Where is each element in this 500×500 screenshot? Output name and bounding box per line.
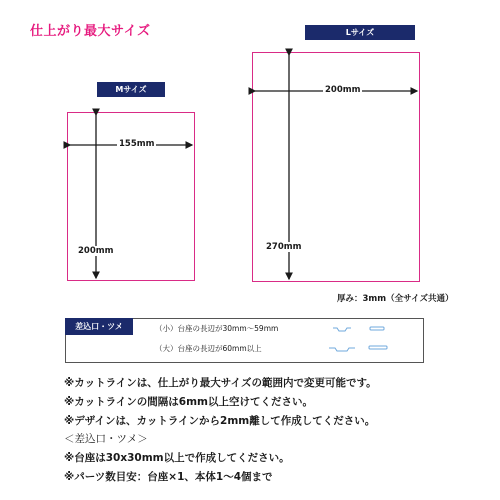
note-line: ※台座は30x30mm以上で作成してください。: [64, 452, 290, 464]
note-line: ※パーツ数目安：台座×1、本体1〜4個まで: [64, 471, 273, 483]
legend-row-small: [155, 323, 278, 334]
large-width-label: 200mm: [325, 85, 361, 95]
legend-size-label: （小）: [155, 324, 178, 333]
legend-desc: 台座の長辺が60mm以上: [177, 344, 262, 353]
large-size-badge: Lサイズ: [305, 25, 415, 40]
large-tab-icon: [369, 346, 387, 349]
legend-badge: 差込口・ツメ: [65, 318, 133, 335]
note-line: ※デザインは、カットラインから2mm離して作成してください。: [64, 415, 376, 427]
thickness-note: 厚み：3mm（全サイズ共通）: [337, 294, 454, 304]
notes-block: [64, 374, 377, 431]
small-slot-icon: [333, 328, 351, 331]
note-line: ※カットラインの間隔は6mm以上空けてください。: [64, 396, 313, 408]
large-height-label: 270mm: [266, 242, 302, 252]
page-title: 仕上がり最大サイズ: [30, 24, 151, 39]
medium-size-badge: Mサイズ: [97, 82, 165, 97]
large-slot-icon: [329, 348, 355, 351]
note-line: ※カットラインは、仕上がり最大サイズの範囲内で変更可能です。: [64, 377, 377, 389]
medium-width-label: 155mm: [119, 139, 155, 149]
section-heading: ＜差込口・ツメ＞: [64, 433, 148, 445]
small-tab-icon: [370, 327, 384, 330]
legend-desc: 台座の長辺が30mm〜59mm: [177, 324, 279, 333]
section-block: [64, 430, 290, 487]
legend-row-large: [155, 343, 262, 354]
medium-height-label: 200mm: [78, 246, 114, 256]
legend-size-label: （大）: [155, 344, 178, 353]
slot-tab-icons: [325, 322, 415, 362]
